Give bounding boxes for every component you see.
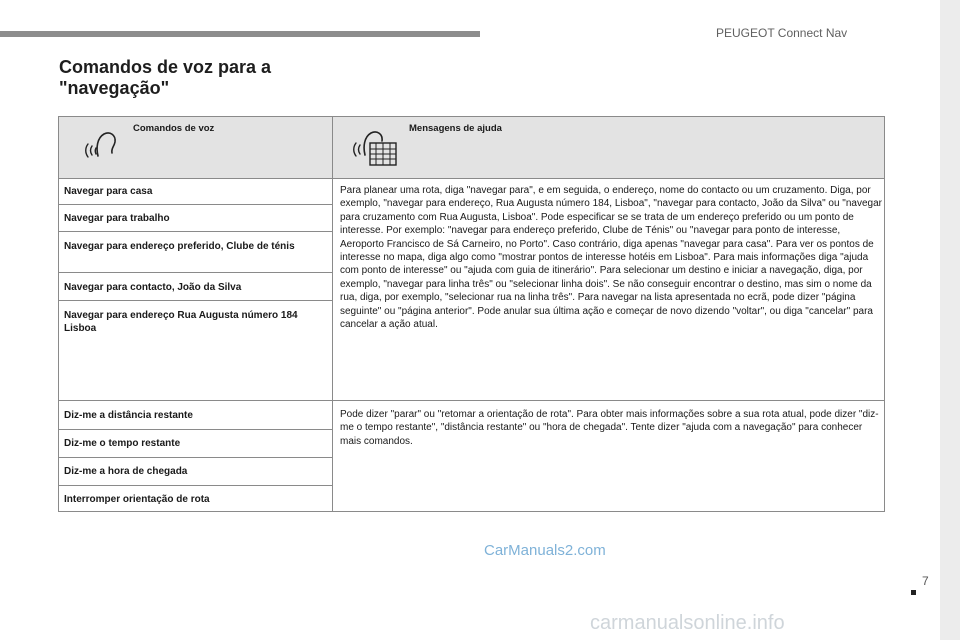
voice-commands-table: [58, 116, 885, 512]
page-title: [59, 57, 271, 99]
command-item: Navegar para casa: [64, 186, 153, 197]
carmanuals-watermark: CarManuals2.com: [484, 542, 606, 559]
command-item: Navegar para endereço preferido, Clube de ténis: [64, 241, 295, 252]
row-divider: [59, 457, 332, 458]
row-divider: [59, 485, 332, 486]
top-bar: [0, 31, 480, 37]
page-bullet: [911, 590, 916, 595]
command-item: Diz-me o tempo restante: [64, 438, 181, 449]
command-item: Interromper orientação de rota: [64, 494, 210, 505]
command-item: Navegar para trabalho: [64, 213, 170, 224]
footer-watermark: carmanualsonline.info: [590, 612, 785, 634]
page-title-line2: "navegação": [59, 78, 170, 98]
command-item: Navegar para endereço Rua Augusta número 184 Lisboa: [64, 310, 298, 334]
page-number: 7: [922, 574, 929, 588]
command-item: Diz-me a hora de chegada: [64, 466, 188, 477]
command-item: Navegar para contacto, João da Silva: [64, 282, 242, 293]
page-title-line1: Comandos de voz para a: [59, 57, 272, 77]
help-text-navigation: Para planear uma rota, diga "navegar para", e em seguida, o endereço, nome do contacto ou um cruzamento. Diga, por exemplo, "navegar para endereço, Rua Augusta número 184, Lisboa", "navegar para contacto, João da Silva" ou "navegar para cruzamento com Rua Augusta, Lisboa". Pode especificar se se trata de um endereço preferido ou um ponto de interesse. Por exemplo: "navegar para endereço preferido, Clube de Ténis" ou "navegar para ponto de interesse, Aeroporto Francisco de Sá Carneiro, no Porto". Caso contrário, diga apenas "navegar para casa". Para ver os pontos de interesse no mapa, diga algo como "mostrar pontos de interesse hotéis em Lisboa". Para mais informações diga "ajuda com ponto de interesse" ou "ajuda com guia de itinerário". Para selecionar um destino e iniciar a navegação, diga, por exemplo, "navegar para linha três" ou "selecionar linha dois". Se não conseguir encontrar o destino, mas sim o nome da rua, diga, por exemplo, "selecionar rua na linha três". Para navegar na lista apresentada no ecrã, pode dizer "página seguinte" ou "página anterior". Pode anular sua última ação e começar de novo dizendo "voltar", ou diga "cancelar" para cancelar a ação atual.: [340, 185, 882, 331]
sidebar: [940, 0, 960, 640]
voice-help-icon: [353, 125, 399, 167]
group-divider: [59, 400, 884, 401]
row-divider: [59, 300, 332, 301]
row-divider: [59, 429, 332, 430]
brand-label: PEUGEOT Connect Nav: [716, 26, 848, 40]
row-divider: [59, 272, 332, 273]
help-text-route: Pode dizer "parar" ou "retomar a orientação de rota". Para obter mais informações sobre a sua rota atual, pode dizer "diz-me o tempo restante", "distância restante" ou "hora de chegada". Tente dizer "ajuda com a navegação" para conhecer mais comandos.: [340, 409, 879, 447]
row-divider: [59, 204, 332, 205]
row-divider: [59, 231, 332, 232]
column-header-commands: Comandos de voz: [133, 123, 215, 134]
command-item: Diz-me a distância restante: [64, 410, 193, 421]
column-header-help: Mensagens de ajuda: [409, 123, 502, 134]
column-divider: [332, 117, 333, 511]
voice-command-icon: [84, 126, 120, 162]
